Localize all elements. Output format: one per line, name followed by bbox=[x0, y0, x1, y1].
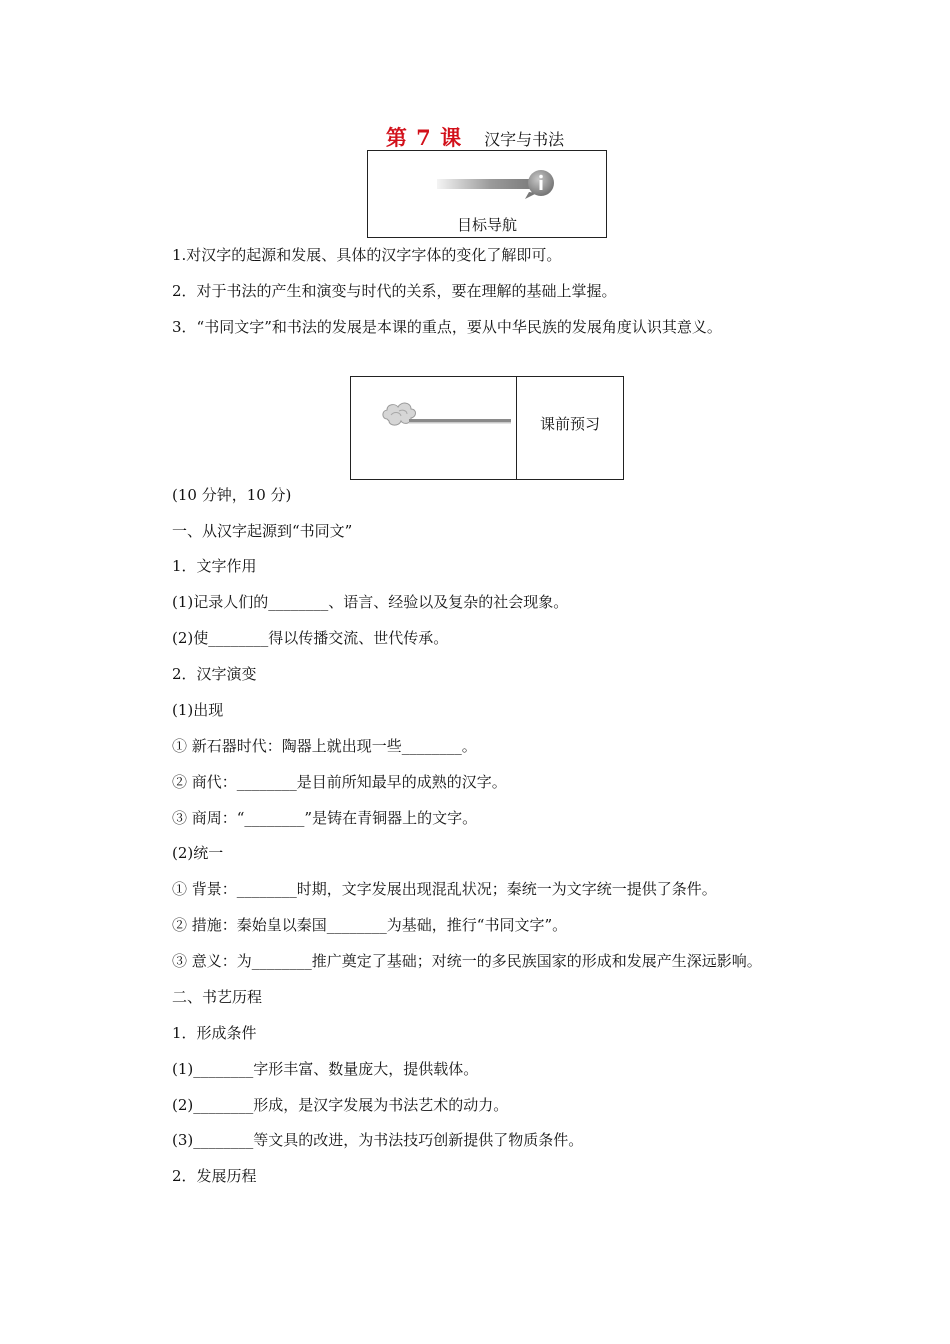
fill-blank-item: (2)使________得以传播交流、世代传承。 bbox=[172, 629, 449, 647]
preview-header-box bbox=[350, 376, 624, 480]
lesson-heading bbox=[0, 122, 950, 152]
fill-blank-item: (2)________形成，是汉字发展为书法艺术的动力。 bbox=[172, 1096, 509, 1114]
objective-item: 2．对于书法的产生和演变与时代的关系，要在理解的基础上掌握。 bbox=[172, 282, 617, 300]
fill-blank-item: ② 商代：________是目前所知最早的成熟的汉字。 bbox=[172, 773, 507, 791]
fill-blank-item: ③ 商周：“________”是铸在青铜器上的文字。 bbox=[172, 809, 478, 827]
cloud-line-icon bbox=[379, 397, 515, 437]
section-heading: 二、书艺历程 bbox=[172, 988, 263, 1006]
fill-blank-item: ① 新石器时代：陶器上就出现一些________。 bbox=[172, 737, 477, 755]
subsection-heading: 1．形成条件 bbox=[172, 1024, 257, 1042]
info-bar-icon bbox=[437, 168, 561, 202]
subsection-heading: 2．汉字演变 bbox=[172, 665, 257, 683]
subsection-heading: 1．文字作用 bbox=[172, 557, 257, 575]
time-note: (10 分钟，10 分) bbox=[172, 486, 292, 504]
lesson-title: 汉字与书法 bbox=[484, 130, 565, 149]
preview-label: 课前预习 bbox=[539, 415, 600, 433]
fill-blank-item: (1)记录人们的________、语言、经验以及复杂的社会现象。 bbox=[172, 593, 569, 611]
objective-item: 1.对汉字的起源和发展、具体的汉字字体的变化了解即可。 bbox=[172, 246, 562, 264]
objective-item: 3．“书同文字”和书法的发展是本课的重点，要从中华民族的发展角度认识其意义。 bbox=[172, 318, 722, 336]
fill-blank-item: ② 措施：秦始皇以秦国________为基础，推行“书同文字”。 bbox=[172, 916, 568, 934]
item-heading: (1)出现 bbox=[172, 701, 224, 719]
fill-blank-item: ③ 意义：为________推广奠定了基础；对统一的多民族国家的形成和发展产生深远影响。 bbox=[172, 952, 762, 970]
fill-blank-item: (3)________等文具的改进，为书法技巧创新提供了物质条件。 bbox=[172, 1131, 584, 1149]
lesson-number: 第 7 课 bbox=[385, 125, 463, 150]
fill-blank-item: ① 背景：________时期，文字发展出现混乱状况；秦统一为文字统一提供了条件。 bbox=[172, 880, 717, 898]
objectives-label: 目标导航 bbox=[456, 216, 517, 234]
item-heading: (2)统一 bbox=[172, 844, 224, 862]
fill-blank-item: (1)________字形丰富、数量庞大，提供载体。 bbox=[172, 1060, 479, 1078]
subsection-heading: 2．发展历程 bbox=[172, 1167, 257, 1185]
objectives-header-box bbox=[367, 150, 607, 238]
section-heading: 一、从汉字起源到“书同文” bbox=[172, 522, 353, 540]
